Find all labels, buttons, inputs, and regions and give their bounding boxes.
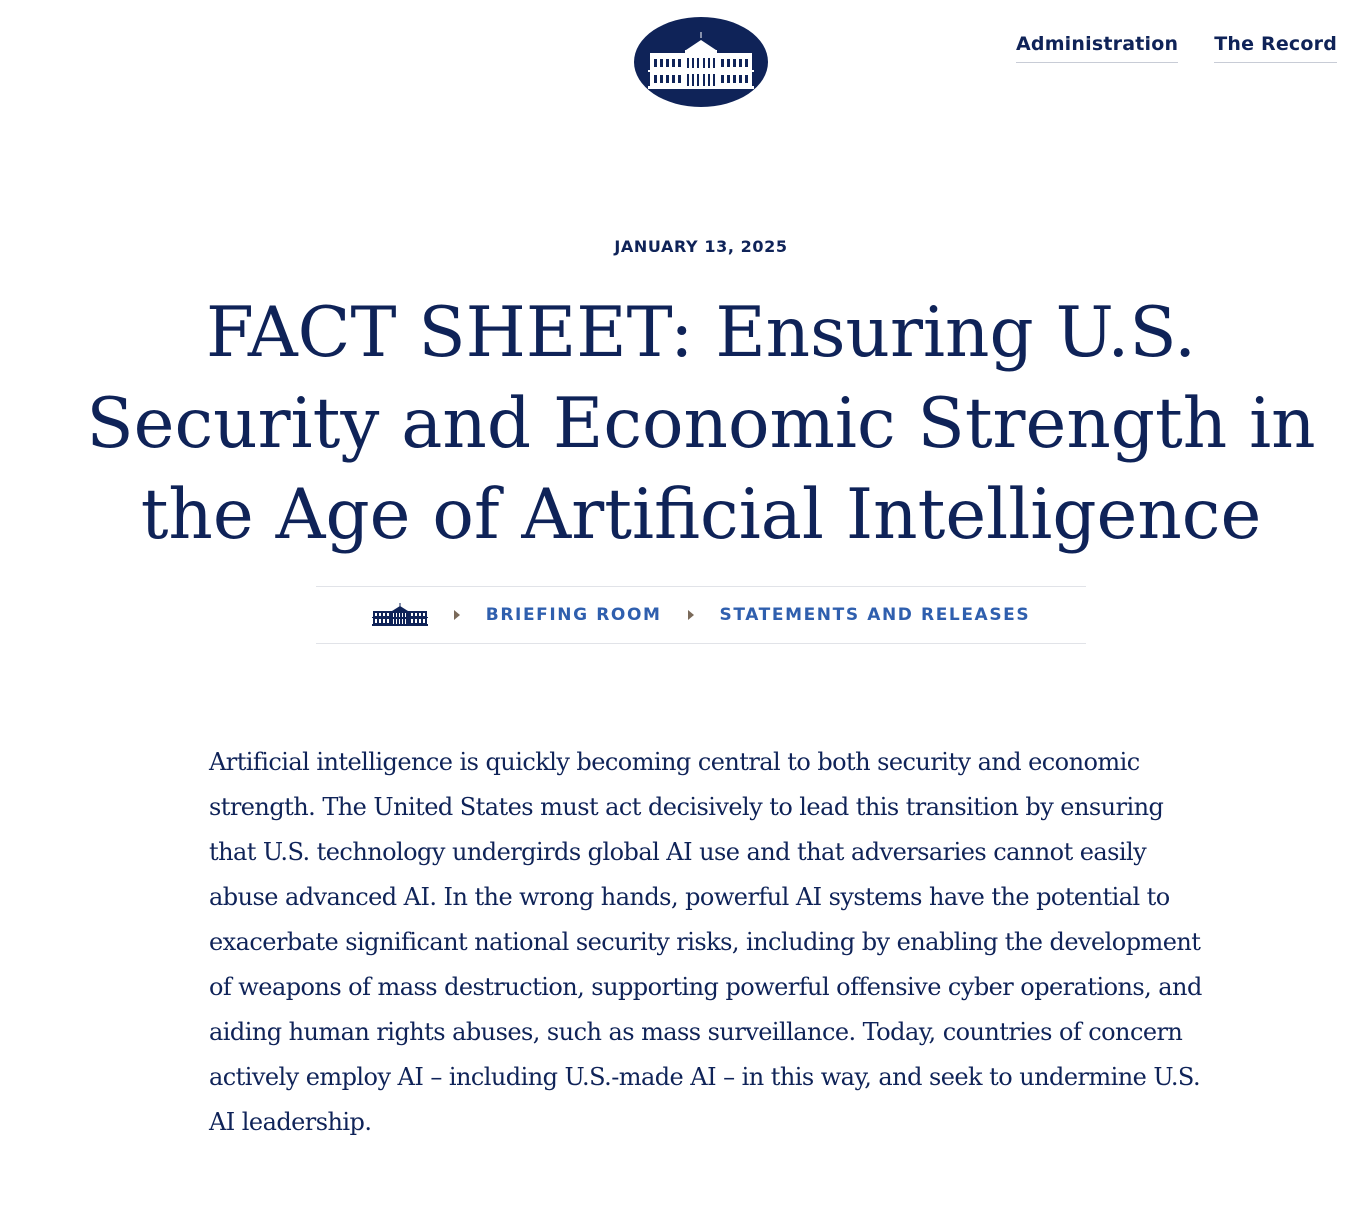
nav-administration[interactable]: Administration: [1016, 33, 1178, 63]
breadcrumb-statements-and-releases[interactable]: STATEMENTS AND RELEASES: [719, 605, 1031, 625]
breadcrumb-home[interactable]: [372, 603, 428, 627]
site-header: [0, 0, 1369, 120]
page-title: FACT SHEET: Ensuring U.S. Security and Economic Strength in the Age of Artificial Intelligence: [86, 293, 1316, 555]
nav-the-record[interactable]: The Record: [1214, 33, 1337, 63]
chevron-right-icon: [454, 610, 460, 620]
publish-date: JANUARY 13, 2025: [614, 237, 788, 256]
white-house-icon: [648, 32, 754, 92]
breadcrumb: [316, 586, 1086, 644]
chevron-right-icon: [688, 610, 694, 620]
breadcrumb-briefing-room[interactable]: BRIEFING ROOM: [485, 605, 662, 625]
article-paragraph: Artificial intelligence is quickly becoming central to both security and economic strength. The United States must act decisively to lead this transition by ensuring that U.S. technology undergirds global AI use and that adversaries cannot easily abuse advanced AI. In the wrong hands, powerful AI systems have the potential to exacerbate significant national security risks, including by enabling the development of weapons of mass destruction, supporting powerful offensive cyber operations, and aiding human rights abuses, such as mass surveillance. Today, countries of concern actively employ AI – including U.S.-made AI – in this way, and seek to undermine U.S. AI leadership.: [209, 748, 1202, 1136]
white-house-logo[interactable]: [634, 17, 768, 107]
white-house-icon: [372, 603, 428, 627]
primary-nav: [1016, 33, 1337, 63]
